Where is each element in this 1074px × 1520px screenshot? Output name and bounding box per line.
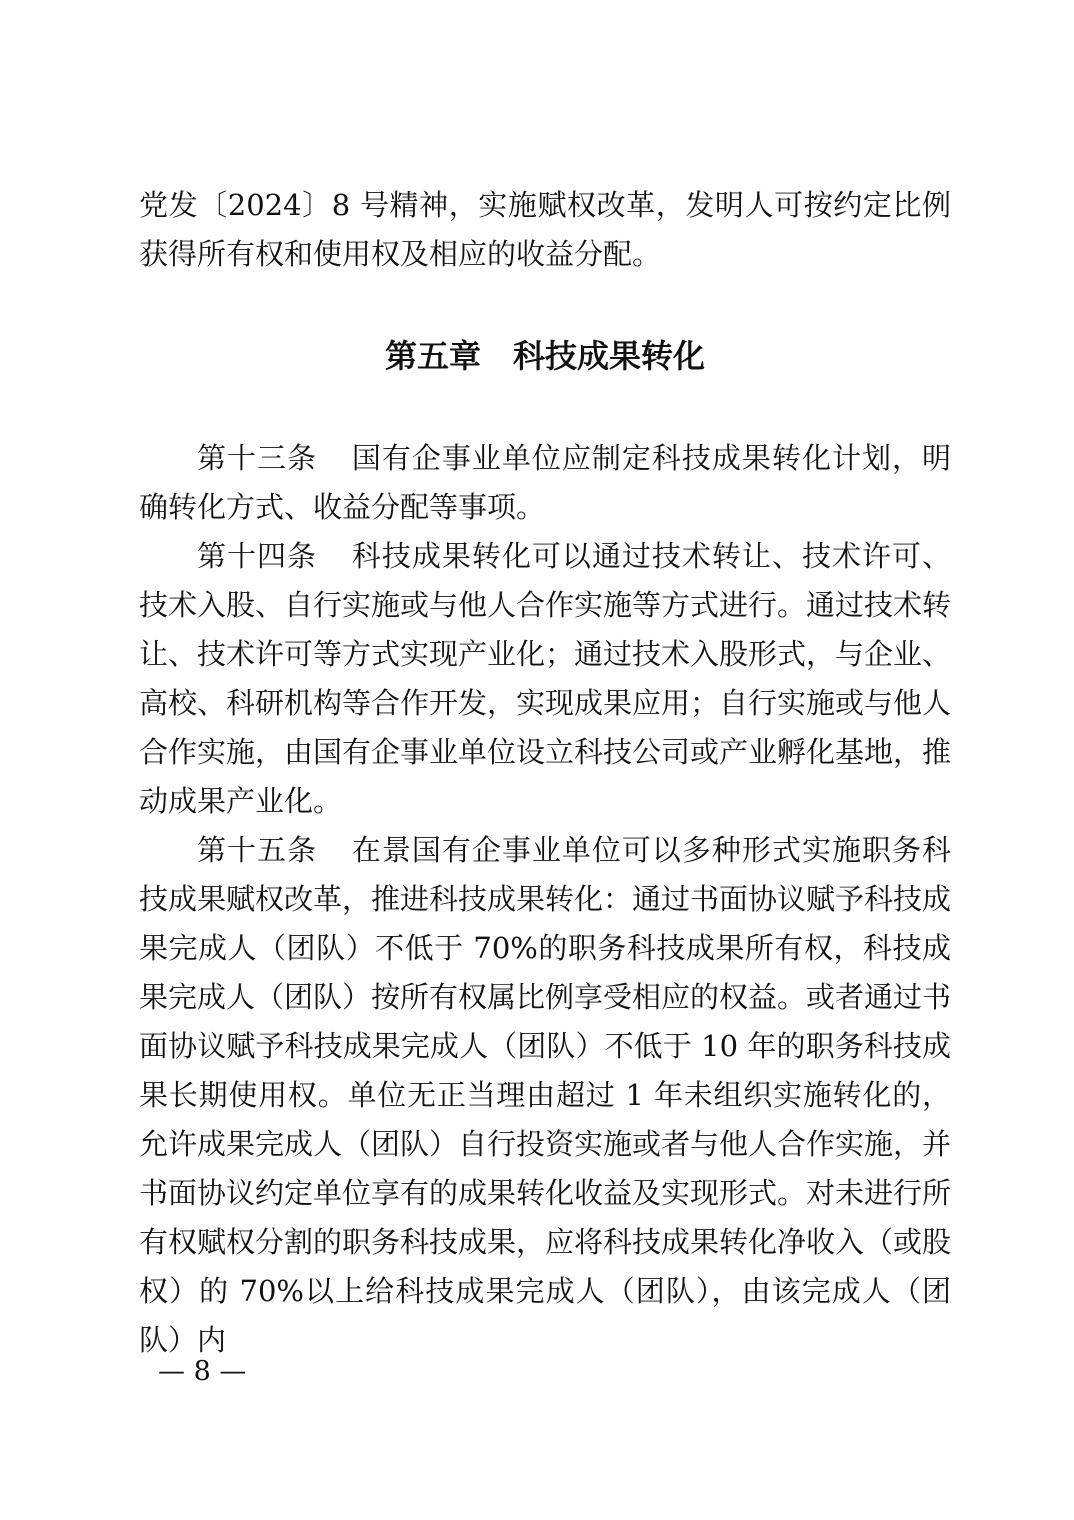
article-14-title: 第十四条: [197, 539, 318, 573]
article-14-paragraph: [139, 532, 951, 826]
article-13-title: 第十三条: [197, 441, 318, 475]
intro-paragraph: 党发〔2024〕8 号精神，实施赋权改革，发明人可按约定比例获得所有权和使用权及相应的收益分配。: [139, 188, 951, 271]
article-14-text: 科技成果转化可以通过技术转让、技术许可、技术入股、自行实施或与他人合作实施等方式进行。通过技术转让、技术许可等方式实现产业化；通过技术入股形式，与企业、高校、科研机构等合作开发，实现成果应用；自行实施或与他人合作实施，由国有企事业单位设立科技公司或产业孵化基地，推动成果产业化。: [139, 539, 952, 818]
article-15-paragraph: [139, 826, 951, 1365]
page-content-area: [139, 181, 951, 1365]
article-15-title: 第十五条: [197, 833, 318, 867]
page-number: — 8 —: [158, 1356, 247, 1387]
article-13-text: 国有企事业单位应制定科技成果转化计划，明确转化方式、收益分配等事项。: [139, 441, 951, 524]
chapter-heading: 第五章 科技成果转化: [384, 337, 705, 375]
article-13-paragraph: [139, 434, 951, 532]
article-15-text: 在景国有企事业单位可以多种形式实施职务科技成果赋权改革，推进科技成果转化：通过书面协议赋予科技成果完成人（团队）不低于 70%的职务科技成果所有权，科技成果完成人（团队）按所有权属比例享受相应的权益。或者通过书面协议赋予科技成果完成人（团队）不低于 10 年的职务科技成果长期使用权。单位无正当理由超过 1 年未组织实施转化的，允许成果完成人（团队）自行投资实施或者与他人合作实施，并书面协议约定单位享有的成果转化收益及实现形式。对未进行所有权赋权分割的职务科技成果，应将科技成果转化净收入（或股权）的 70%以上给科技成果完成人（团队），由该完成人（团队）内: [139, 833, 952, 1357]
